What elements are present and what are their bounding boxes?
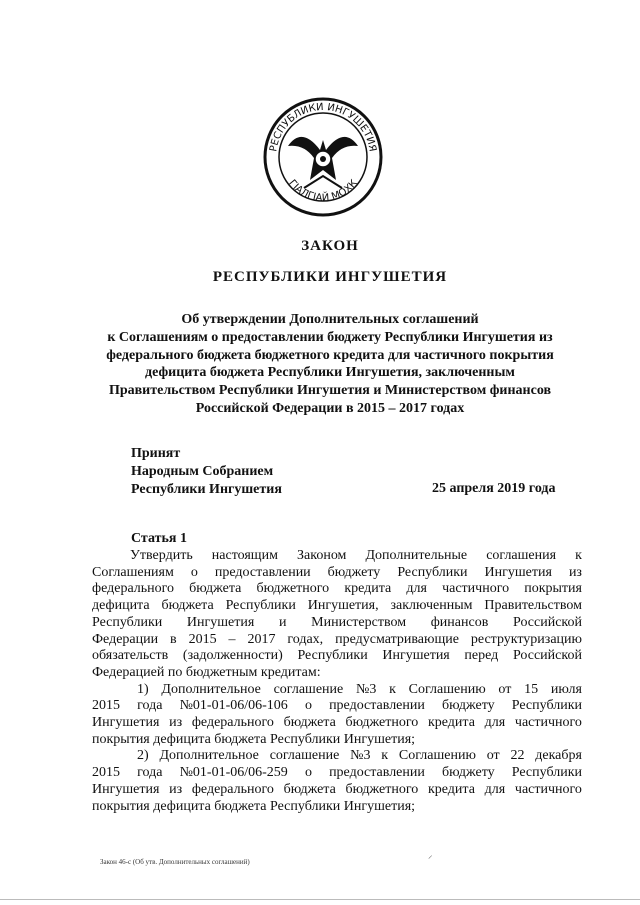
body-word: Ингушетия — [186, 614, 255, 630]
body-word: №01-01-06/06-259 — [179, 765, 288, 781]
footer-note: Закон 46-с (Об утв. Дополнительных соглашений) — [100, 858, 250, 866]
heading-line: дефицита бюджета Республики Ингушетия, заключенным — [145, 365, 515, 381]
body-word: покрытия — [524, 581, 582, 597]
scan-mark: ⸝ — [428, 850, 433, 860]
body-word: 1) — [137, 681, 149, 697]
body-word: бюджету — [442, 698, 495, 714]
body-word: Утвердить — [130, 548, 193, 563]
page-edge — [0, 899, 640, 900]
article-body — [92, 548, 582, 815]
body-line — [92, 632, 582, 649]
body-word: Ингушетия — [484, 564, 552, 580]
adopted-line: Республики Ингушетия — [131, 482, 282, 497]
body-line — [92, 765, 582, 782]
heading-line: Об утверждении Дополнительных соглашений — [181, 312, 479, 327]
body-word: заключенным — [390, 598, 473, 614]
body-word: предоставлении — [329, 698, 425, 714]
body-word: 2015 — [92, 698, 120, 714]
body-word: №3 — [350, 748, 371, 764]
body-word: Республики — [225, 598, 296, 614]
adoption-date: 25 апреля 2019 года — [432, 481, 556, 496]
body-line — [92, 581, 582, 598]
body-word: бюджетного — [345, 781, 419, 797]
body-word: в — [170, 631, 177, 647]
adopted-line: Принят — [131, 446, 181, 461]
body-word: для — [484, 781, 506, 797]
body-word: от — [498, 681, 512, 697]
body-word: к — [575, 548, 582, 563]
body-word: года — [137, 698, 163, 714]
body-line: Федерацией по бюджетным кредитам: — [92, 664, 321, 680]
body-word: дефицита — [92, 598, 150, 614]
body-word: соглашение — [269, 748, 340, 764]
heading-line: Российской Федерации в 2015 – 2017 годах — [195, 400, 465, 416]
body-word: Республики — [511, 765, 582, 781]
body-word: из — [169, 781, 183, 797]
document-title: ЗАКОН — [301, 238, 359, 254]
body-word: 2015 — [92, 765, 120, 781]
body-word: предоставлении — [329, 765, 425, 781]
heading-line: Правительством Республики Ингушетия и Министерством финансов — [108, 383, 552, 399]
body-word: федерального — [92, 581, 175, 597]
body-word: кредита — [427, 781, 475, 797]
body-line — [92, 598, 582, 615]
body-word: 22 — [510, 748, 525, 764]
body-word: Российской — [512, 648, 582, 664]
body-line — [92, 698, 582, 715]
document-subtitle: РЕСПУБЛИКИ ИНГУШЕТИЯ — [212, 269, 448, 285]
seal-text-bottom: ГIАЛГIАЙ МОХК — [286, 177, 360, 205]
body-word: бюджета — [283, 781, 336, 797]
body-line — [92, 715, 582, 732]
body-word: Ингушетия — [92, 781, 160, 797]
body-line — [92, 615, 582, 632]
body-word: Законом — [297, 548, 347, 563]
body-word: обязательств — [92, 648, 169, 664]
body-word: реструктуризацию — [470, 631, 582, 647]
body-word: бюджета — [189, 581, 242, 597]
body-word: Ингушетия — [92, 715, 160, 731]
body-word: Республики — [92, 614, 163, 630]
body-word: о — [304, 765, 312, 781]
body-word: №3 — [355, 681, 377, 697]
body-word: предоставлении — [214, 564, 311, 580]
body-word: бюджету — [327, 564, 381, 580]
body-word: федерального — [191, 715, 274, 731]
body-word: для — [406, 581, 427, 597]
body-word: от — [486, 748, 500, 764]
body-word: для — [484, 715, 506, 731]
body-word: Соглашению — [398, 748, 476, 764]
body-line — [92, 682, 582, 699]
body-word: предусматривающие — [335, 631, 459, 647]
svg-text:ГIАЛГIАЙ МОХК — [286, 178, 360, 204]
body-word: перед — [464, 648, 499, 664]
body-word: бюджета — [283, 715, 336, 731]
body-word: федерального — [191, 781, 274, 797]
body-word: Республики — [397, 564, 468, 580]
body-word: финансов — [430, 614, 489, 630]
body-word: соглашения — [486, 548, 557, 563]
body-word: 2) — [137, 748, 149, 764]
body-word: (задолженности) — [182, 648, 283, 664]
body-word: 2015 — [188, 631, 217, 647]
body-word: частичного — [514, 781, 582, 797]
body-word: бюджета — [161, 598, 214, 614]
body-word: годах, — [287, 631, 324, 647]
body-word: Дополнительные — [365, 548, 468, 563]
body-line: покрытия дефицита бюджета Республики Ингушетия; — [92, 798, 416, 814]
seal-text-top: РЕСПУБЛИКИ ИНГУШЕТИЯ — [268, 101, 378, 153]
body-line — [92, 782, 582, 799]
body-word: Ингушетия, — [307, 598, 379, 614]
body-word: бюджету — [442, 765, 495, 781]
body-word: – — [228, 631, 236, 647]
body-line — [92, 748, 582, 765]
body-word: июля — [550, 681, 582, 697]
body-word: Министерством — [311, 614, 407, 630]
body-word: кредита — [427, 715, 475, 731]
body-word: Российской — [513, 614, 582, 630]
body-word: №01-01-06/06-106 — [179, 698, 288, 714]
body-word: из — [169, 715, 183, 731]
body-word: и — [278, 614, 287, 630]
body-line — [92, 648, 582, 665]
body-word: Соглашениям — [92, 564, 174, 580]
body-word: Правительством — [484, 598, 582, 614]
body-word: года — [137, 765, 163, 781]
law-heading — [60, 311, 600, 418]
body-word: частичного — [442, 581, 510, 597]
body-line — [92, 548, 582, 565]
body-word: Дополнительное — [159, 748, 259, 764]
body-word: к — [389, 681, 396, 697]
body-line: покрытия дефицита бюджета Республики Ингушетия; — [92, 731, 416, 747]
body-word: к — [381, 748, 389, 764]
republic-seal — [262, 96, 384, 218]
body-word: настоящим — [211, 548, 278, 563]
body-word: бюджетного — [256, 581, 330, 597]
body-word: соглашение — [273, 681, 344, 697]
heading-line: федерального бюджета бюджетного кредита для частичного покрытия — [106, 347, 554, 363]
body-word: Республики — [511, 698, 582, 714]
adopted-line: Народным Собранием — [131, 464, 274, 479]
body-word: Ингушетия — [382, 648, 450, 664]
article-title: Статья 1 — [131, 531, 187, 546]
adopted-block — [131, 445, 282, 499]
body-word: декабря — [535, 748, 582, 764]
body-word: о — [304, 698, 312, 714]
body-word: из — [568, 564, 582, 580]
body-line — [92, 565, 582, 582]
body-word: Республики — [297, 648, 368, 664]
heading-line: к Соглашениям о предоставлении бюджету Республики Ингушетия из — [107, 329, 553, 345]
body-word: Соглашению — [408, 681, 486, 697]
body-word: о — [190, 564, 198, 580]
body-word: Дополнительное — [161, 681, 261, 697]
body-word: кредита — [344, 581, 392, 597]
body-word: 15 — [524, 681, 539, 697]
body-word: частичного — [514, 715, 582, 731]
body-word: Федерации — [92, 631, 159, 647]
body-word: 2017 — [247, 631, 276, 647]
body-word: бюджетного — [345, 715, 419, 731]
